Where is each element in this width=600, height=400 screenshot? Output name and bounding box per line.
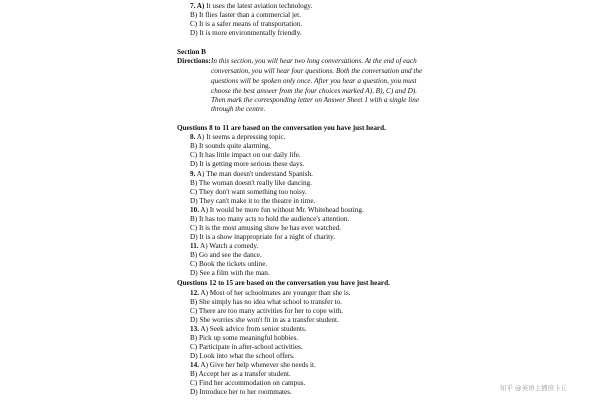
group1-header: Questions 8 to 11 are based on the conversation you have just heard.	[177, 124, 386, 132]
q9-option-b: B) The woman doesn't really like dancing.	[190, 179, 312, 187]
q8-option-c: C) It has little impact on our daily life.	[190, 151, 301, 159]
q11-option-b: B) Go and see the dance.	[190, 251, 262, 259]
q8-option-d: D) It is getting more serious these days.	[190, 160, 305, 168]
q10-option-d: D) It is a show inappropriate for a night of charity.	[190, 233, 336, 241]
section-title: Section B	[177, 48, 206, 56]
directions-label: Directions:	[177, 57, 211, 65]
q13-option-b: B) Pick up some meaningful hobbies.	[190, 334, 299, 342]
directions-line: In this section, you will hear two long conversations. At the end of each	[211, 57, 417, 65]
q7-option-c: C) It is a safer means of transportation.	[190, 20, 303, 28]
watermark: 知乎 @英语主播庶卡丘	[500, 384, 568, 392]
q14-option-b: B) Accept her as a transfer student.	[190, 370, 291, 378]
q14-option-d: D) Introduce her to her roommates.	[190, 388, 292, 396]
q12-option-c: C) There are too many activities for her to cope with.	[190, 307, 343, 315]
q12-option-d: D) She worries she won't fit in as a transfer student.	[190, 316, 339, 324]
q14-option-c: C) Find her accommodation on campus.	[190, 379, 306, 387]
q7-option-b: B) It flies faster than a commercial jet.	[190, 11, 301, 19]
q10-option-c: C) It is the most amusing show he has ever watched.	[190, 224, 342, 232]
group2-header: Questions 12 to 15 are based on the conversation you have just heard.	[177, 279, 390, 287]
q9-option-d: D) They can't make it to the theatre in time.	[190, 197, 316, 205]
q10-option-a: 10. A) It would be more fun without Mr. Whitehead hosting.	[190, 206, 364, 214]
q8-option-a: 8. A) It seems a depressing topic.	[190, 133, 286, 141]
q7-option-d: D) It is more environmentally friendly.	[190, 29, 302, 37]
q10-option-b: B) It has too many acts to hold the audience's attention.	[190, 215, 350, 223]
q8-option-b: B) It sounds quite alarming.	[190, 142, 271, 150]
q11-option-d: D) See a film with the man.	[190, 269, 270, 277]
q11-option-c: C) Book the tickets online.	[190, 260, 268, 268]
q13-option-c: C) Participate in after-school activities.	[190, 343, 303, 351]
q9-option-a: 9. A) The man doesn't understand Spanish.	[190, 170, 313, 178]
directions-line: conversation, you will hear four questions. Both the conversation and the	[211, 67, 423, 75]
q14-option-a: 14. A) Give her help whenever she needs it.	[190, 361, 316, 369]
q7-option-a: 7. A) It uses the latest aviation technology.	[190, 2, 313, 10]
q12-option-a: 12. A) Most of her schoolmates are younger than she is.	[190, 289, 351, 297]
q12-option-b: B) She simply has no idea what school to transfer to.	[190, 298, 342, 306]
directions-line: questions will be spoken only once. After you hear a question, you must	[211, 77, 417, 85]
q11-option-a: 11. A) Watch a comedy.	[190, 242, 259, 250]
directions-line: Then mark the corresponding letter on Answer Sheet 1 with a single line	[211, 96, 420, 104]
directions-line: through the centre.	[211, 105, 266, 113]
q13-option-a: 13. A) Seek advice from senior students.	[190, 325, 307, 333]
q9-option-c: C) They don't want something too noisy.	[190, 188, 307, 196]
q13-option-d: D) Look into what the school offers.	[190, 352, 295, 360]
directions-line: choose the best answer from the four choices marked A), B), C) and D).	[211, 87, 418, 95]
